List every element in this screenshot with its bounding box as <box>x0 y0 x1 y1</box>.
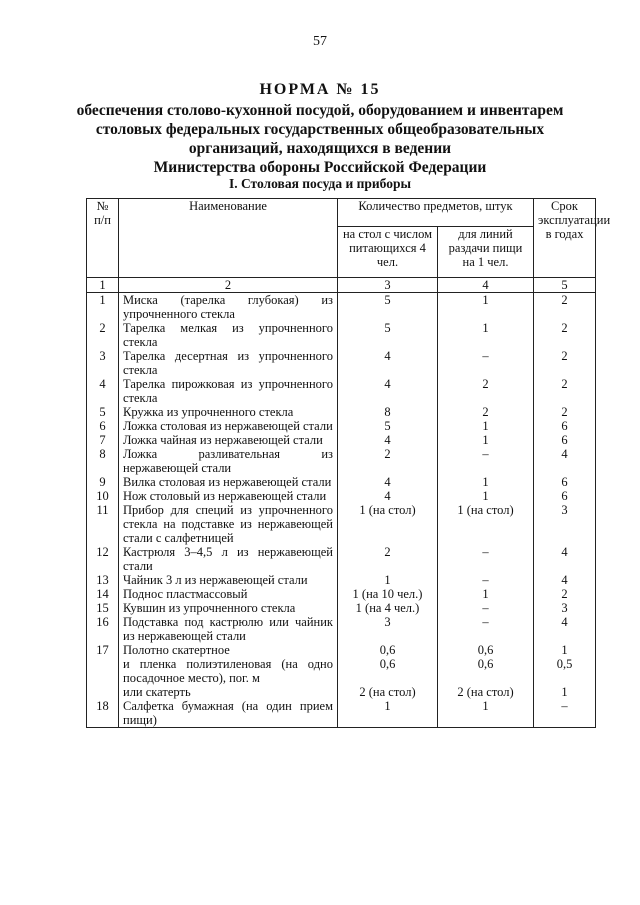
row-number: 3 <box>87 349 119 377</box>
qty-per-table: 4 <box>338 489 438 503</box>
item-name: Прибор для специй из упрочненного стекла на подставке из нержавеющей стали с салфетницей <box>119 503 338 545</box>
item-name: Кастрюля 3–4,5 л из нержавеющей стали <box>119 545 338 573</box>
row-number: 14 <box>87 587 119 601</box>
qty-per-line: 1 <box>438 699 534 728</box>
table-row <box>87 699 596 728</box>
row-number: 15 <box>87 601 119 615</box>
row-number: 8 <box>87 447 119 475</box>
title-norm-number: НОРМА № 15 <box>259 81 381 98</box>
service-term: 3 <box>534 503 596 545</box>
header-per-table: на стол с числом питающихся 4 чел. <box>338 227 438 278</box>
table-row <box>87 643 596 657</box>
header-num: № п/п <box>87 199 119 278</box>
row-number: 1 <box>87 293 119 322</box>
item-name: Кувшин из упрочненного стекла <box>119 601 338 615</box>
qty-per-table: 1 <box>338 699 438 728</box>
document-title <box>60 80 580 177</box>
item-name: Тарелка десертная из упрочненного стекла <box>119 349 338 377</box>
item-name: Подставка под кастрюлю или чайник из нержавеющей стали <box>119 615 338 643</box>
qty-per-line: – <box>438 573 534 587</box>
item-name: и пленка полиэтиленовая (на одно посадочное место), пог. м <box>119 657 338 685</box>
qty-per-table: 4 <box>338 433 438 447</box>
qty-per-table: 2 <box>338 545 438 573</box>
service-term: 2 <box>534 377 596 405</box>
qty-per-line: 2 <box>438 377 534 405</box>
qty-per-table: 1 (на 4 чел.) <box>338 601 438 615</box>
service-term: 2 <box>534 293 596 322</box>
service-term: 0,5 <box>534 657 596 685</box>
qty-per-table: 4 <box>338 475 438 489</box>
table-row <box>87 573 596 587</box>
qty-per-table: 5 <box>338 293 438 322</box>
row-number: 16 <box>87 615 119 643</box>
item-name: Тарелка пирожковая из упрочненного стекла <box>119 377 338 405</box>
qty-per-line: 1 <box>438 419 534 433</box>
qty-per-table: 8 <box>338 405 438 419</box>
qty-per-line: 2 <box>438 405 534 419</box>
table-row <box>87 587 596 601</box>
table-row <box>87 447 596 475</box>
table-row <box>87 475 596 489</box>
item-name: Тарелка мелкая из упрочненного стекла <box>119 321 338 349</box>
norm-table <box>86 198 611 728</box>
column-number: 3 <box>338 278 438 293</box>
service-term: 2 <box>534 321 596 349</box>
qty-per-table: 5 <box>338 321 438 349</box>
row-number <box>87 657 119 685</box>
table-row <box>87 321 596 349</box>
qty-per-line: – <box>438 447 534 475</box>
row-number: 17 <box>87 643 119 657</box>
qty-per-table: 0,6 <box>338 643 438 657</box>
qty-per-line: 1 (на стол) <box>438 503 534 545</box>
table-row <box>87 545 596 573</box>
row-number: 12 <box>87 545 119 573</box>
qty-per-line: 1 <box>438 433 534 447</box>
service-term: 1 <box>534 643 596 657</box>
table-row <box>87 615 596 643</box>
service-term: 6 <box>534 489 596 503</box>
qty-per-line: – <box>438 545 534 573</box>
item-name: или скатерть <box>119 685 338 699</box>
service-term: 6 <box>534 433 596 447</box>
title-line-3: столовых федеральных государственных общеобразовательных <box>95 121 545 138</box>
qty-per-table: 4 <box>338 377 438 405</box>
row-number: 11 <box>87 503 119 545</box>
row-number: 4 <box>87 377 119 405</box>
service-term: 2 <box>534 587 596 601</box>
qty-per-table: 0,6 <box>338 657 438 685</box>
title-line-2: обеспечения столово-кухонной посудой, оборудованием и инвентарем <box>76 102 564 119</box>
table-row <box>87 293 596 322</box>
row-number <box>87 685 119 699</box>
row-number: 2 <box>87 321 119 349</box>
header-name: Наименование <box>119 199 338 278</box>
header-qty-group: Количество предметов, штук <box>338 199 534 227</box>
service-term: 6 <box>534 475 596 489</box>
header-term: Срок эксплуатации в годах <box>534 199 596 278</box>
service-term: 4 <box>534 573 596 587</box>
row-number: 6 <box>87 419 119 433</box>
service-term: 1 <box>534 685 596 699</box>
qty-per-line: 1 <box>438 293 534 322</box>
qty-per-line: – <box>438 601 534 615</box>
item-name: Кружка из упрочненного стекла <box>119 405 338 419</box>
qty-per-table: 3 <box>338 615 438 643</box>
table-row <box>87 685 596 699</box>
table-body <box>87 293 596 728</box>
column-number: 1 <box>87 278 119 293</box>
row-number: 9 <box>87 475 119 489</box>
item-name: Поднос пластмассовый <box>119 587 338 601</box>
table-row <box>87 503 596 545</box>
qty-per-line: 1 <box>438 475 534 489</box>
table-row <box>87 657 596 685</box>
service-term: 4 <box>534 447 596 475</box>
column-number: 4 <box>438 278 534 293</box>
item-name: Ложка чайная из нержавеющей стали <box>119 433 338 447</box>
item-name: Миска (тарелка глубокая) из упрочненного стекла <box>119 293 338 322</box>
qty-per-line: 2 (на стол) <box>438 685 534 699</box>
page-number: 57 <box>313 34 327 49</box>
row-number: 13 <box>87 573 119 587</box>
title-line-5: Министерства обороны Российской Федерации <box>153 159 487 176</box>
row-number: 5 <box>87 405 119 419</box>
table-row <box>87 433 596 447</box>
column-number: 5 <box>534 278 596 293</box>
qty-per-line: 1 <box>438 321 534 349</box>
item-name: Вилка столовая из нержавеющей стали <box>119 475 338 489</box>
qty-per-line: 1 <box>438 489 534 503</box>
service-term: 6 <box>534 419 596 433</box>
qty-per-line: 0,6 <box>438 643 534 657</box>
qty-per-line: – <box>438 615 534 643</box>
service-term: 4 <box>534 615 596 643</box>
item-name: Салфетка бумажная (на один прием пищи) <box>119 699 338 728</box>
table-row <box>87 377 596 405</box>
item-name: Ложка разливательная из нержавеющей стали <box>119 447 338 475</box>
row-number: 18 <box>87 699 119 728</box>
service-term: 2 <box>534 349 596 377</box>
table-row <box>87 405 596 419</box>
service-term: 3 <box>534 601 596 615</box>
table-row <box>87 601 596 615</box>
qty-per-table: 5 <box>338 419 438 433</box>
qty-per-table: 4 <box>338 349 438 377</box>
column-number: 2 <box>119 278 338 293</box>
service-term: 4 <box>534 545 596 573</box>
table-row <box>87 349 596 377</box>
row-number: 7 <box>87 433 119 447</box>
item-name: Нож столовый из нержавеющей стали <box>119 489 338 503</box>
qty-per-line: 1 <box>438 587 534 601</box>
table-row <box>87 419 596 433</box>
qty-per-line: – <box>438 349 534 377</box>
service-term: 2 <box>534 405 596 419</box>
item-name: Полотно скатертное <box>119 643 338 657</box>
title-line-4: организаций, находящихся в ведении <box>188 140 452 157</box>
qty-per-table: 1 (на 10 чел.) <box>338 587 438 601</box>
row-number: 10 <box>87 489 119 503</box>
table-row <box>87 489 596 503</box>
qty-per-table: 1 (на стол) <box>338 503 438 545</box>
item-name: Чайник 3 л из нержавеющей стали <box>119 573 338 587</box>
qty-per-table: 2 <box>338 447 438 475</box>
item-name: Ложка столовая из нержавеющей стали <box>119 419 338 433</box>
qty-per-table: 1 <box>338 573 438 587</box>
section-title: I. Столовая посуда и приборы <box>228 176 412 191</box>
qty-per-line: 0,6 <box>438 657 534 685</box>
qty-per-table: 2 (на стол) <box>338 685 438 699</box>
service-term: – <box>534 699 596 728</box>
header-per-line: для линий раздачи пищи на 1 чел. <box>438 227 534 278</box>
